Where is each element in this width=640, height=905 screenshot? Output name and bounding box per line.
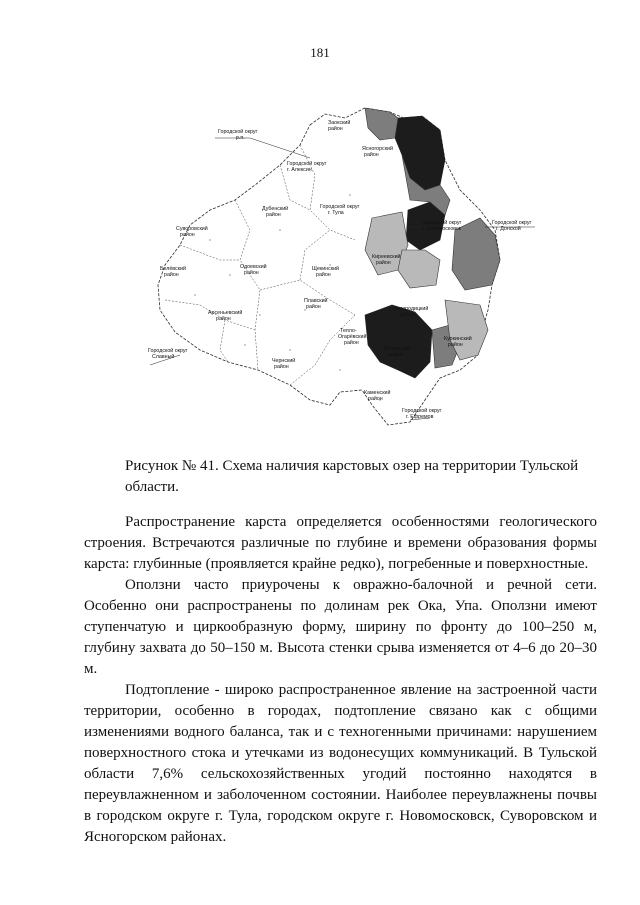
label-kurkinsky: Куркинский район: [444, 336, 472, 348]
body-text: [84, 512, 597, 848]
paragraph-flooding: Подтопление - широко распространенное явление на застроенной части территории, особенно в городах, подтопление связано как с общими изменениями водного баланса, так и с техногенными причинами: нарушением поверхностного стока и утечками из водонесущих коммуникаций. В Тульской области 7,6% сельскохозяйственных угодий постоянно находятся в переувлажненном и заболоченном состоянии. Наиболее переувлажнены почвы в городском округе г. Тула, городском округе г. Новомосковск, Суворовском и Ясногорском районах.: [84, 682, 597, 845]
figure-caption: Рисунок № 41. Схема наличия карстовых озер на территории Тульской области.: [125, 458, 579, 495]
label-bogoroditsky: Богородицкий район: [394, 306, 429, 318]
district-map-figure: [140, 100, 550, 435]
label-shchekinsky: Щекинский район: [312, 266, 339, 278]
label-arsenyevsky: Арсеньевский район: [208, 310, 243, 322]
label-kamensky: Каменский район: [364, 390, 391, 402]
label-gorokrug-tula: Городской округ г. Тула: [320, 204, 360, 216]
label-dubensky: Дубенский район: [262, 206, 289, 218]
karst-lakes-district-map: [140, 100, 550, 435]
label-teplo-ogarevsky: Тепло-Огарёвский район: [338, 328, 367, 346]
label-gorokrug-aleksin: Городской округ г. Алексин: [287, 161, 327, 173]
label-gorokrug-slavny: Городской округ Славный: [148, 348, 188, 360]
label-gorokrug-efremov: Городской округ г. Ефремов: [402, 408, 442, 420]
label-gorokrug-rp: Городской округ р.п.: [218, 129, 258, 141]
label-volovsky: Воловский район: [384, 346, 411, 358]
label-odoevsky: Одоевский район: [240, 264, 267, 276]
label-chernsky: Чернский район: [272, 358, 296, 370]
paragraph-landslides: Оползни часто приурочены к овражно-балочной и речной сети. Особенно они распространены по долинам рек Ока, Упа. Оползни имеют ступенчатую и циркообразную форму, ширину по фронту до 100–250 м, глубину захвата до 50–150 м. Высота стенки срыва изменяется от 4–6 до 20–30 м.: [84, 577, 597, 677]
paragraph-karst: Распространение карста определяется особенностями геологического строения. Встречаются различные по глубине и времени образования формы карста: глубинные (проявляется крайне редко), погребенные и поверхностные.: [84, 514, 597, 572]
label-gorokrug-novomoskovsk: Городской округ г. Новомосковск: [422, 220, 462, 232]
label-plavsky: Плавский район: [304, 298, 328, 310]
label-gorokrug-donskoy: Городской округ г. Донской: [492, 220, 532, 232]
label-kireevsky: Киреевский район: [372, 254, 401, 266]
label-zaoksky: Заокский район: [328, 120, 351, 132]
label-yasnogorsky: Ясногорский район: [362, 146, 393, 158]
label-suvorovsky: Суворовский район: [176, 226, 208, 238]
label-belevsky: Белёвский район: [160, 266, 186, 278]
page-number: 181: [310, 45, 330, 60]
